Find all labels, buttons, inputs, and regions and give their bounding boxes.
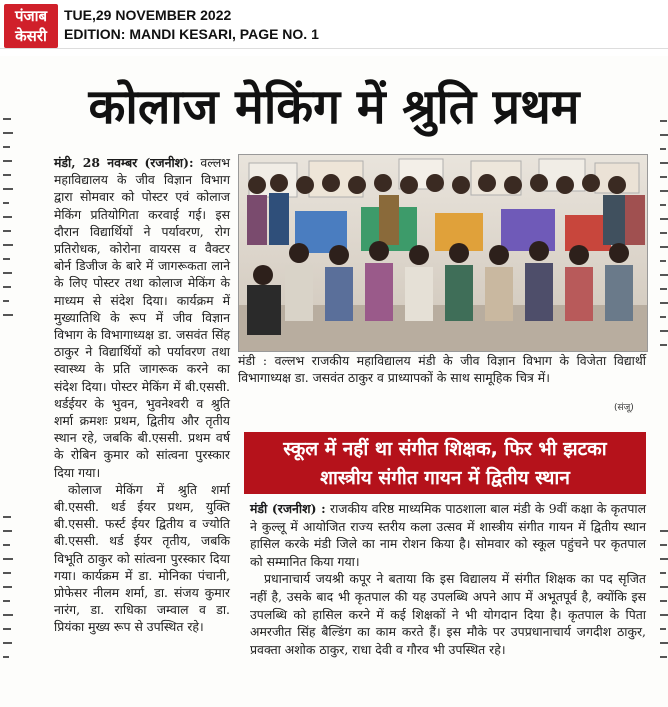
- photo-caption: मंडी : वल्लभ राजकीय महाविद्यालय मंडी के जीव विज्ञान विभाग के विजेता विद्यार्थी विभागाध्यक्ष डा. जसवंत ठाकुर व प्राध्यापकों के साथ सामूहिक चित्र में।: [238, 353, 646, 386]
- story2-dateline: मंडी (रजनीश) :: [250, 501, 326, 516]
- story1-dateline: मंडी, 28 नवम्बर (रजनीश):: [54, 155, 194, 170]
- photo-credit: (संजू): [614, 403, 634, 413]
- group-photo-illustration: [239, 155, 647, 351]
- story2-text-1: राजकीय वरिष्ठ माध्यमिक पाठशाला बाल मंडी के 9वीं कक्षा के कृतपाल ने कुल्लू में आयोजित राज्य स्तरीय कला उत्सव में शास्त्रीय संगीत गायन में द्वितीय स्थान हासिल करके मंडी जिले का नाम रोशन किया है। सोमवार को स्कूल पहुंचने पर कृतपाल को सम्मानित किया गया।: [250, 501, 646, 569]
- story1-paragraph-2: कोलाज मेकिंग में श्रुति शर्मा बी.एससी. थर्ड ईयर प्रथम, युक्ति बी.एससी. फर्स्ट ईयर द्वितीय व ज्योति बी.एससी. थर्ड ईयर तृतीय, जबकि विभूति ठाकुर को सांत्वना पुरस्कार दिया गया। कार्यक्रम में डा. मोनिका पंचानी, प्रोफेसर नीलम शर्मा, डा. संजय कुमार नारंग, डा. राधिका जम्वाल व डा. प्रियंका मुख्य रूप से उपस्थित रहे।: [54, 481, 230, 635]
- story1-column: [54, 154, 230, 636]
- story2-headline-banner: [244, 432, 646, 494]
- story2-headline-line2: शास्त्रीय संगीत गायन में द्वितीय स्थान: [320, 467, 570, 489]
- main-headline: कोलाज मेकिंग में श्रुति प्रथम: [88, 79, 580, 135]
- logo-line1: पंजाब: [14, 7, 48, 25]
- edition-meta: [64, 6, 319, 44]
- edition-info: EDITION: MANDI KESARI, PAGE NO. 1: [64, 26, 319, 42]
- masthead: [0, 0, 668, 49]
- punjab-kesari-logo: [4, 4, 58, 48]
- story2-headline-line1: स्कूल में नहीं था संगीत शिक्षक, फिर भी झटका: [283, 438, 607, 460]
- cut-text-fragment-left: [0, 56, 14, 696]
- adjacent-column-edge-right: [658, 110, 668, 690]
- story2-body: [250, 500, 646, 658]
- story1-paragraph-1: [54, 154, 230, 481]
- logo-line2: केसरी: [15, 27, 47, 45]
- story2-paragraph-2: प्रधानाचार्य जयश्री कपूर ने बताया कि इस विद्यालय में संगीत शिक्षक का पद सृजित नहीं है, उसके बाद भी कृतपाल की यह उपलब्धि अपने आप में अभूतपूर्व है, क्योंकि इस उपलब्धि को हासिल करने में कई शिक्षकों ने भी योगदान दिया है। कृतपाल के पिता अमरजीत सिंह बैल्डिंग का काम करते हैं। इस मौके पर उपप्रधानाचार्य जगदीश ठाकुर, प्रवक्ता अशोक ठाकुर, राधा देवी व गौरव भी उपस्थित रहे।: [250, 571, 646, 657]
- story1-text-1: वल्लभ महाविद्यालय के जीव विज्ञान विभाग द्वारा सोमवार को पोस्टर एवं कोलाज मेकिंग प्रतियोगिता करवाई गई। इस दौरान विद्यार्थियों ने पर्यावरण, रोग प्रतिरोधक, कोरोना वायरस व वैक्टर बोर्न डिजीज के बारे में जागरूकता लाने के लिए पोस्टर तथा कोलाज मेकिंग के माध्यम से संदेश दिया। कार्यक्रम में मुख्यातिथि के रूप में जीव विज्ञान विभाग के विभागाध्यक्ष डा. जसवंत सिंह ठाकुर ने विद्यार्थियों को पर्यावरण तथा स्वास्थ्य के प्रति जागरूक करने का संदेश दिया। पोस्टर मेकिंग में बी.एससी. थर्डईयर के भुवन, भुवनेश्वरी व श्रुति शर्मा क्रमशः प्रथम, द्वितीय और तृतीय स्थान रहे, जबकि बी.एससी. प्रथम वर्ष के रोबिन कुमार को सांत्वना पुरस्कार दिया गया।: [54, 155, 230, 480]
- story2-paragraph-1: [250, 500, 646, 570]
- publication-date: TUE,29 NOVEMBER 2022: [64, 7, 232, 23]
- group-photo: [238, 154, 648, 352]
- adjacent-column-edge-left: [0, 56, 14, 696]
- cut-text-fragment-right: [658, 110, 668, 690]
